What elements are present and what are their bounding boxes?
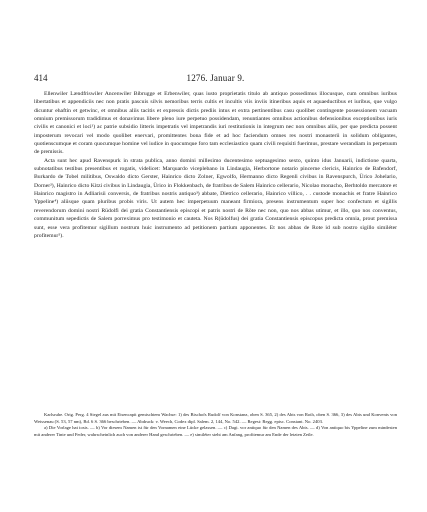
- body-paragraph: Ellenwiler Lændfriswiler Ancenwiler Bibrugge et Erbenwiler, quas iusto proprietatis titulo ab antiquo possedimus illocusque, cum omnibus iuribus libertatibus et appendiciis nec non pratis pascuis silvis nemoribus terris cultis et incultis viis inviis itineribus aquis et aquaeductibus et iuribus, que vulgo dicuntur ehaftin et getwinc, et omnibus aliis tacitis et expressis dictis prediis intus et extra pertinentibus casu quolibet contingente possessionem vacuam omnium premissorum tradidimus et donavimus libere pleno iure perpetuo possidendam, renuntiantes omnibus actionibus defensionibus exceptionibus iuris civilis et canonici et loci¹) ac patrie subsidio litteris impetratis vel impetrandis iuri restitutionis in integrum nec non omnibus aliis, per que predicta possent imposterum revocari vel modo quolibet enervari, promittentes bona fide et ad hoc faciendum omnes res nostri monasterii in solidum obligantes, quotienscumque et coram quocumque homine vel iudice in quocumque foro tam ecclesiastico quam civili requisiti fuerimus, prestare werandiam in perpetuum de premissis.: [34, 91, 397, 156]
- document-page: [34, 0, 397, 512]
- source-note: Karlsruhe. Orig. Perg. 4 Siegel aus mit Eisencapit gemischtem Wachse: 1) des Bischofs Rudolf von Konstanz, oben S. 365, 2) des Abts von Roth, oben S. 366, 3) des Abts und Konvents von Weissenau (S. 53, 57 nm), Bd. 6 S. 366 beschrieben. — Abdruck: v. Weech, Codex dipl. Salem. 2, 144, No. 542. — Regest: Regg. episc. Constant. No. 2403.: [34, 412, 397, 424]
- body-paragraph: Acta sunt hec apud Ravenspurk in strata publica, anno domini millesimo ducentesimo septuagesimo sexto, quinto idus Januarii, indictione quarta, subnotatibus testibus presentibus et rogatis, videlicet: Marquardo viceplebano in Lindaugia, Herbortone notario pincerne clericis, Hainrico de Bafendorf, Burkardo de Tobel militibus, Oswaldo dicto Gerster, Hainrico dicto Zolner, Egwolfo, Hermanno dicto Regenli civibus in Ravenspurch, Ürico Johelario, Dorner²), Hainrico dicto Kitzi civibus in Lindaugia, Ürico in Flokkenbach, de fratribus de Salem Hainrico cellerario, Nicolao monacho, Berhtoldo mercatore et Hainrico magistro in Adliarisii conversis, de fratribus nostris antiquo³) abbate, Dietrico cellerario, Hainrico villico, . . custode monachis et fratre Hainrico Yppeline⁴) aliisque quam pluribus probis viris. Ut autem hec imperpetuum maneant firmiora, presens instrumentum super hoc confectum et sigillis reverendorum domini nostri Rüdolfi dei gratia Constantiensis episcopi et patris nostri de Röte nec non, quo nos abbas utimur, et illo, quo nos conventus, communitum sepedictis de Salem porreximus pro testimonio et cauteta. Nos R(üdolfus) dei gratia Constantiensis episcopus predicta omnia, prout premissa sunt, esse vera profitemur sigillum nostrum huic instrumento ad petitionem partium apponentes. Et nos abbas de Rote id sub nostro sigillo similéter profitemur⁵).: [34, 157, 397, 239]
- textual-notes: a) Die Vorlage hat iosis. — b) Vor diesem Namen ist für den Vornamen eine Lücke gelassen. — c) Dagi. vor antiquo für den Namen des Abts. — d) Von antiquo bis Yppeline zum mindesten mit anderer Tinte und Feder, wahrscheinlich auch von anderer Hand geschrieben. — e) similéter steht am Anfang, profitemur am Ende der letzten Zeile.: [34, 425, 397, 438]
- page-number: 414: [34, 73, 48, 83]
- charter-text: [34, 90, 397, 240]
- page-header: [34, 72, 397, 84]
- apparatus-notes: [34, 412, 397, 439]
- running-title: 1276. Januar 9.: [186, 73, 245, 83]
